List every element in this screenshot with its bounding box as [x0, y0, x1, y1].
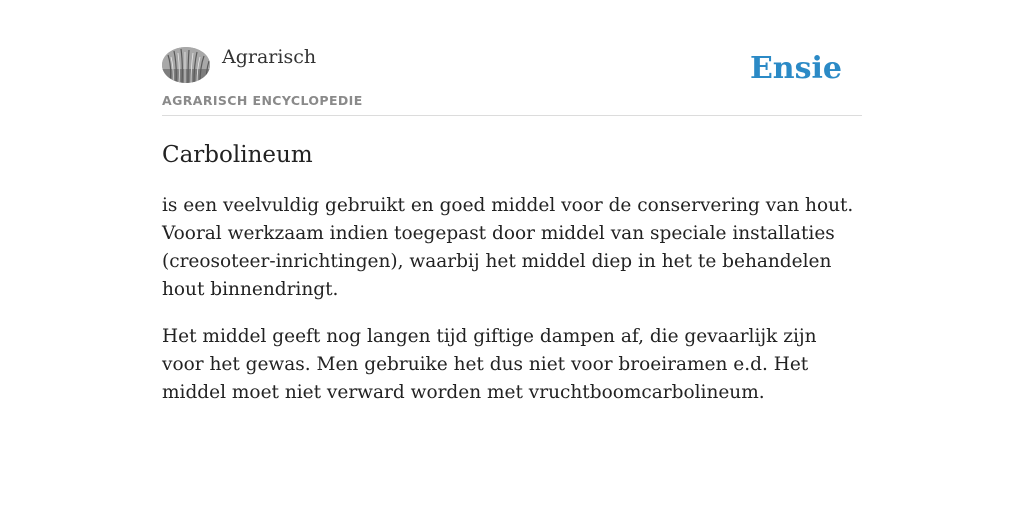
- entry-paragraph: is een veelvuldig gebruikt en goed middel voor de conservering van hout. Vooral werkzaam indien toegepast door middel van speciale installaties (creosoteer-inrichtingen), waarbij het middel diep in het te behandelen hout binnendringt.: [162, 195, 854, 300]
- site-subtitle: AGRARISCH ENCYCLOPEDIE: [162, 93, 363, 108]
- ensie-logo-link[interactable]: Ensie: [749, 51, 842, 86]
- site-title[interactable]: Agrarisch: [222, 46, 317, 68]
- header: [162, 0, 862, 116]
- entry-paragraph: Het middel geeft nog langen tijd giftige dampen af, die gevaarlijk zijn voor het gewas. Men gebruike het dus niet voor broeiramen e.d. Het middel moet niet verward worden met vruchtboomcarbolineum.: [162, 326, 817, 403]
- entry-title: Carbolineum: [162, 142, 313, 168]
- wheat-field-icon[interactable]: [162, 47, 210, 83]
- entry-body: [162, 192, 862, 426]
